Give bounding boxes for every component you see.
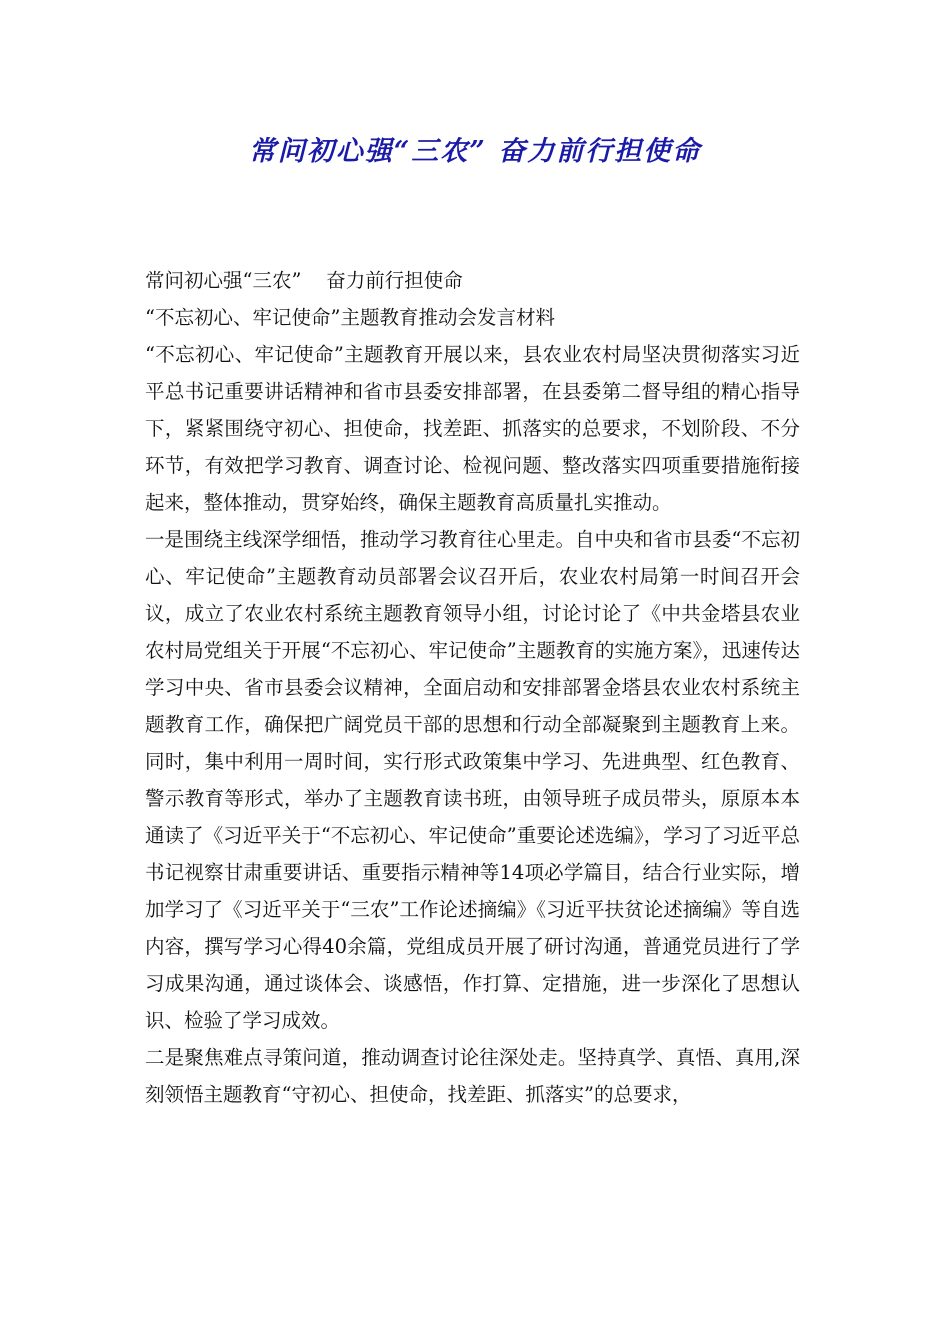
body-subheading-line: “不忘初心、牢记使命”主题教育推动会发言材料 [145,306,555,329]
document-title: 常问初心强“三农” 奋力前行担使命 [248,136,702,167]
body-paragraph-two: 二是聚焦难点寻策问道，推动调查讨论往深处走。坚持真学、真悟、真用,深刻领悟主题教育“守初心、担使命，找差距、抓落实”的总要求， [145,1046,800,1106]
body-paragraph-intro: “不忘初心、牢记使命”主题教育开展以来，县农业农村局坚决贯彻落实习近平总书记重要讲话精神和省市县委安排部署，在县委第二督导组的精心指导下，紧紧围绕守初心、担使命，找差距、抓落实的总要求，不划阶段、不分环节，有效把学习教育、调查讨论、检视问题、整改落实四项重要措施衔接起来，整体推动，贯穿始终，确保主题教育高质量扎实推动。 [145,343,800,514]
document-body [145,262,800,1113]
body-heading-line: 常问初心强“三农” 奋力前行担使命 [145,269,463,292]
body-paragraph-one: 一是围绕主线深学细悟，推动学习教育往心里走。自中央和省市县委“不忘初心、牢记使命”主题教育动员部署会议召开后，农业农村局第一时间召开会议，成立了农业农村系统主题教育领导小组，讨论讨论了《中共金塔县农业农村局党组关于开展“不忘初心、牢记使命”主题教育的实施方案》，迅速传达学习中央、省市县委会议精神，全面启动和安排部署金塔县农业农村系统主题教育工作，确保把广阔党员干部的思想和行动全部凝聚到主题教育上来。同时，集中利用一周时间，实行形式政策集中学习、先进典型、红色教育、警示教育等形式，举办了主题教育读书班，由领导班子成员带头，原原本本通读了《习近平关于“不忘初心、牢记使命”重要论述选编》，学习了习近平总书记视察甘肃重要讲话、重要指示精神等14项必学篇目，结合行业实际，增加学习了《习近平关于“三农”工作论述摘编》《习近平扶贫论述摘编》等自选内容，撰写学习心得40余篇，党组成员开展了研讨沟通，普通党员进行了学习成果沟通，通过谈体会、谈感悟，作打算、定措施，进一步深化了思想认识、检验了学习成效。 [145,528,800,1032]
